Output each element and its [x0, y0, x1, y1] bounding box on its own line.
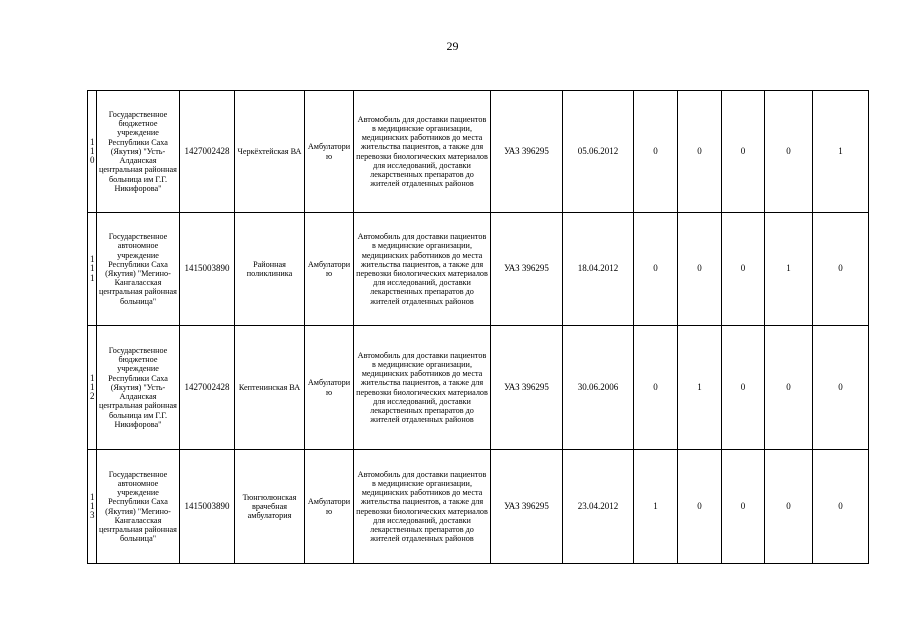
value-cell: 0 [678, 91, 722, 213]
inn-code: 1427002428 [180, 326, 235, 450]
row-number: 113 [88, 450, 97, 564]
value-cell: 0 [765, 91, 813, 213]
table-row [88, 450, 869, 564]
subdivision-name: Черкёхтейская ВА [235, 91, 305, 213]
vehicle-model: УАЗ 396295 [491, 91, 563, 213]
table-row [88, 91, 869, 213]
row-number: 110 [88, 91, 97, 213]
vehicle-model: УАЗ 396295 [491, 326, 563, 450]
organization-name: Государственное автономное учреждение Республики Саха (Якутия) "Мегино-Кангаласская центральная районная больница" [97, 213, 180, 326]
vehicle-purpose: Автомобиль для доставки пациентов в медицинские организации, медицинских работников до места жительства пациентов, а также для перевозки биологических материалов для исследований, доставки лекарственных препаратов до жителей отдаленных районов [354, 213, 491, 326]
row-number: 112 [88, 326, 97, 450]
value-cell: 1 [765, 213, 813, 326]
vehicle-model: УАЗ 396295 [491, 213, 563, 326]
value-cell: 0 [722, 91, 765, 213]
inn-code: 1415003890 [180, 213, 235, 326]
inn-code: 1415003890 [180, 450, 235, 564]
subdivision-name: Районная поликлиника [235, 213, 305, 326]
value-cell: 0 [722, 213, 765, 326]
page-number: 29 [446, 39, 459, 53]
table-row [88, 326, 869, 450]
value-cell: 0 [678, 450, 722, 564]
destination-type: Амбулаторию [305, 326, 354, 450]
vehicle-purpose: Автомобиль для доставки пациентов в медицинские организации, медицинских работников до места жительства пациентов, а также для перевозки биологических материалов для исследований, доставки лекарственных препаратов до жителей отдаленных районов [354, 450, 491, 564]
value-cell: 0 [678, 213, 722, 326]
destination-type: Амбулаторию [305, 450, 354, 564]
table-row [88, 213, 869, 326]
vehicle-date: 18.04.2012 [563, 213, 634, 326]
vehicle-date: 30.06.2006 [563, 326, 634, 450]
value-cell: 1 [813, 91, 869, 213]
value-cell: 0 [813, 450, 869, 564]
organization-name: Государственное бюджетное учреждение Республики Саха (Якутия) "Усть-Алданская центральная районная больница им Г.Г. Никифорова" [97, 326, 180, 450]
value-cell: 1 [634, 450, 678, 564]
value-cell: 0 [765, 326, 813, 450]
value-cell: 0 [813, 326, 869, 450]
subdivision-name: Кептенинская ВА [235, 326, 305, 450]
value-cell: 0 [722, 450, 765, 564]
vehicle-date: 05.06.2012 [563, 91, 634, 213]
vehicle-model: УАЗ 396295 [491, 450, 563, 564]
vehicle-registry-table [87, 90, 869, 564]
vehicle-date: 23.04.2012 [563, 450, 634, 564]
subdivision-name: Тюнгюлюнская врачебная амбулатория [235, 450, 305, 564]
value-cell: 0 [765, 450, 813, 564]
value-cell: 0 [722, 326, 765, 450]
value-cell: 0 [634, 326, 678, 450]
vehicle-purpose: Автомобиль для доставки пациентов в медицинские организации, медицинских работников до места жительства пациентов, а также для перевозки биологических материалов для исследований, доставки лекарственных препаратов до жителей отдаленных районов [354, 326, 491, 450]
value-cell: 0 [813, 213, 869, 326]
value-cell: 1 [678, 326, 722, 450]
value-cell: 0 [634, 91, 678, 213]
organization-name: Государственное бюджетное учреждение Республики Саха (Якутия) "Усть-Алданская центральная районная больница им Г.Г. Никифорова" [97, 91, 180, 213]
organization-name: Государственное автономное учреждение Республики Саха (Якутия) "Мегино-Кангаласская центральная районная больница" [97, 450, 180, 564]
value-cell: 0 [634, 213, 678, 326]
vehicle-purpose: Автомобиль для доставки пациентов в медицинские организации, медицинских работников до места жительства пациентов, а также для перевозки биологических материалов для исследований, доставки лекарственных препаратов до жителей отдаленных районов [354, 91, 491, 213]
inn-code: 1427002428 [180, 91, 235, 213]
row-number: 111 [88, 213, 97, 326]
destination-type: Амбулаторию [305, 213, 354, 326]
destination-type: Амбулаторию [305, 91, 354, 213]
